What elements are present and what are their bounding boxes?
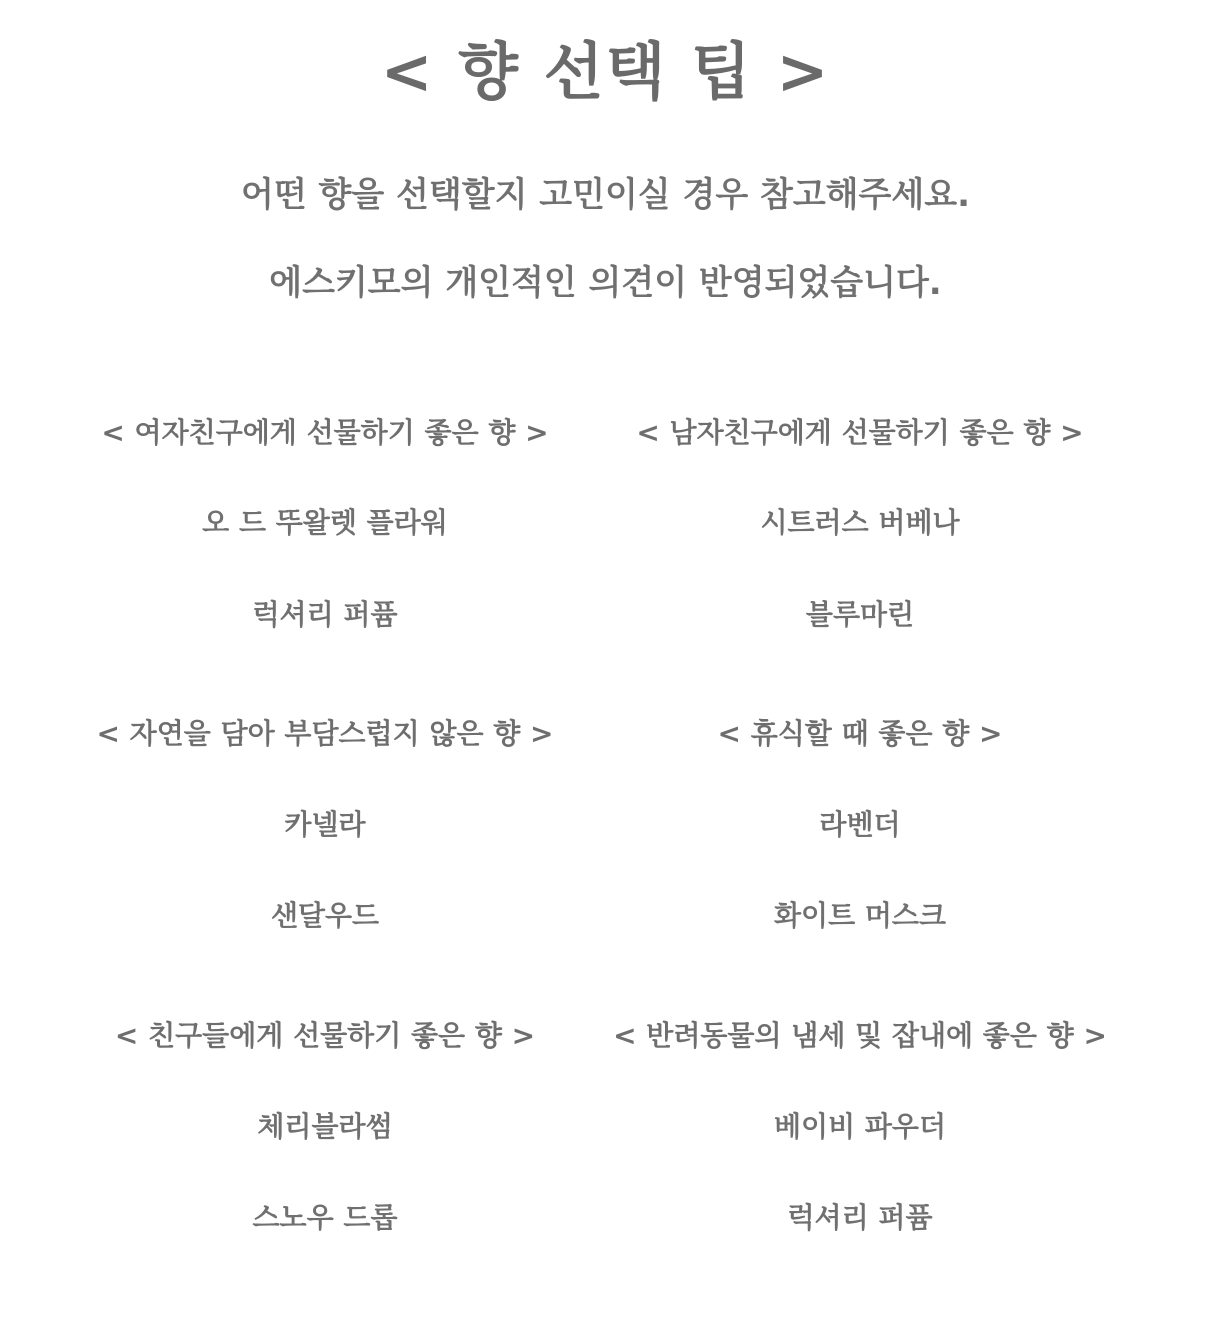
scent-item: 럭셔리 퍼퓸: [252, 598, 398, 631]
section-heading: < 남자친구에게 선물하기 좋은 향 >: [636, 416, 1084, 449]
section-heading: < 친구들에게 선물하기 좋은 향 >: [114, 1019, 536, 1052]
scent-item: 스노우 드롭: [252, 1201, 398, 1234]
scent-item: 오 드 뚜왈렛 플라워: [202, 506, 448, 539]
scent-item: 화이트 머스크: [773, 899, 947, 932]
scent-item: 럭셔리 퍼퓸: [787, 1201, 933, 1234]
scent-item: 라벤더: [819, 808, 901, 841]
scent-item: 시트러스 버베나: [760, 506, 960, 539]
intro-line-1: 어떤 향을 선택할지 고민이실 경우 참고해주세요.: [241, 175, 970, 215]
page-title: < 향 선택 팁 >: [380, 35, 831, 108]
section-heading: < 자연을 담아 부담스럽지 않은 향 >: [96, 717, 554, 750]
scent-item: 베이비 파우더: [773, 1110, 947, 1143]
scent-item: 체리블라썸: [257, 1110, 393, 1143]
scent-item: 카넬라: [284, 808, 366, 841]
scent-item: 블루마린: [805, 598, 915, 631]
section-heading: < 반려동물의 냄세 및 잡내에 좋은 향 >: [613, 1019, 1107, 1052]
intro-line-2: 에스키모의 개인적인 의견이 반영되었습니다.: [269, 263, 942, 303]
scent-item: 샌달우드: [270, 899, 380, 932]
section-heading: < 여자친구에게 선물하기 좋은 향 >: [101, 416, 549, 449]
section-heading: < 휴식할 때 좋은 향 >: [717, 717, 1003, 750]
